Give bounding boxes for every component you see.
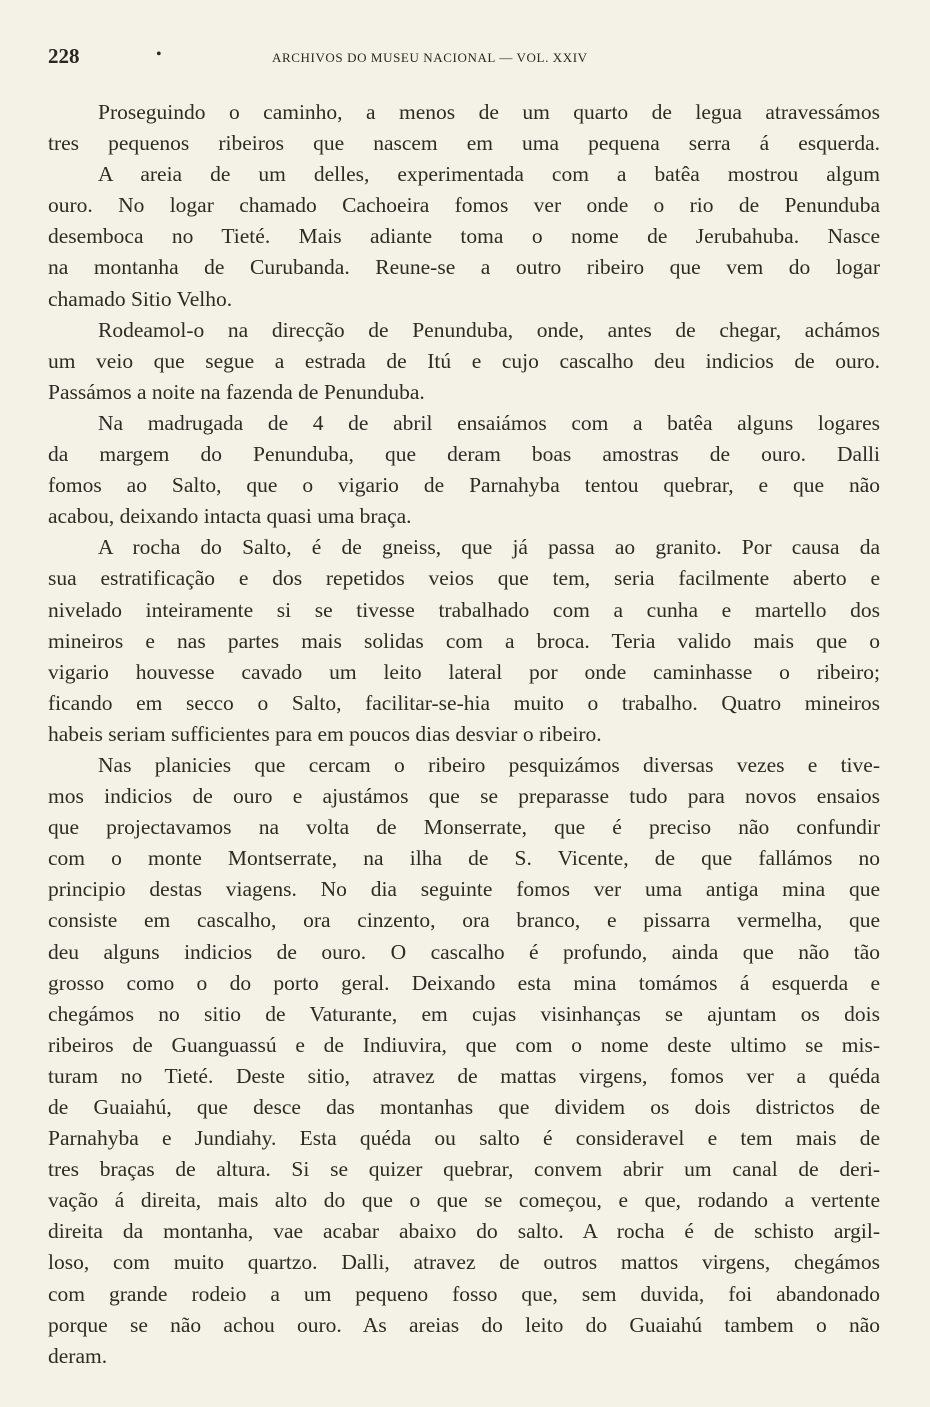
text-line: Na madrugada de 4 de abril ensaiámos com a batêa alguns logares	[98, 410, 880, 435]
text-line: deu alguns indicios de ouro. O cascalho é profundo, ainda que não tão	[48, 939, 880, 964]
text-line: na montanha de Curubanda. Reune-se a outro ribeiro que vem do logar	[48, 255, 880, 280]
text-line: loso, com muito quartzo. Dalli, atravez de outros mattos virgens, chegámos	[48, 1250, 880, 1275]
text-line: um veio que segue a estrada de Itú e cujo cascalho deu indicios de ouro.	[48, 348, 880, 373]
text-line: nivelado inteiramente si se tivesse trabalhado com a cunha e martello dos	[48, 597, 880, 622]
text-line: chamado Sitio Velho.	[48, 286, 233, 311]
text-line: vigario houvesse cavado um leito lateral por onde caminhasse o ribeiro;	[48, 659, 880, 684]
header-bullet: •	[156, 46, 162, 63]
text-line: com grande rodeio a um pequeno fosso que, sem duvida, foi abandonado	[48, 1281, 880, 1306]
text-line: Parnahyba e Jundiahy. Esta quéda ou salto é consideravel e tem mais de	[48, 1126, 880, 1151]
text-line: Rodeamol-o na direcção de Penunduba, onde, antes de chegar, achámos	[98, 317, 880, 342]
text-line: da margem do Penunduba, que deram boas amostras de ouro. Dalli	[48, 442, 880, 467]
text-line: desemboca no Tieté. Mais adiante toma o nome de Jerubahuba. Nasce	[48, 224, 880, 249]
text-line: vação á direita, mais alto do que o que se começou, e que, rodando a vertente	[48, 1188, 880, 1213]
text-line: Proseguindo o caminho, a menos de um quarto de legua atravessámos	[98, 100, 880, 124]
text-line: de Guaiahú, que desce das montanhas que dividem os dois districtos de	[48, 1095, 880, 1119]
text-line: que projectavamos na volta de Monserrate, que é preciso não confundir	[48, 815, 880, 840]
text-line: principio destas viagens. No dia seguinte fomos ver uma antiga mina que	[48, 877, 880, 902]
body-text	[48, 97, 880, 1372]
text-line: ouro. No logar chamado Cachoeira fomos ver onde o rio de Penunduba	[48, 193, 880, 218]
text-line: Nas planicies que cercam o ribeiro pesquizámos diversas vezes e tive-	[98, 752, 880, 777]
text-line: A rocha do Salto, é de gneiss, que já passa ao granito. Por causa da	[98, 535, 880, 560]
page-header	[48, 44, 882, 74]
text-line: sua estratificação e dos repetidos veios que tem, seria facilmente aberto e	[48, 566, 880, 591]
running-head: ARCHIVOS DO MUSEU NACIONAL — VOL. XXIV	[272, 50, 588, 65]
page-number: 228	[48, 44, 80, 68]
text-line: A areia de um delles, experimentada com a batêa mostrou algum	[98, 162, 880, 187]
text-line: ribeiros de Guanguassú e de Indiuvira, que com o nome deste ultimo se mis-	[48, 1032, 880, 1057]
text-line: ficando em secco o Salto, facilitar-se-hia muito o trabalho. Quatro mineiros	[48, 690, 880, 715]
text-line: mineiros e nas partes mais solidas com a broca. Teria valido mais que o	[48, 628, 880, 653]
text-line: fomos ao Salto, que o vigario de Parnahyba tentou quebrar, e que não	[48, 473, 880, 498]
text-line: porque se não achou ouro. As areias do leito do Guaiahú tambem o não	[48, 1312, 880, 1337]
text-line: Passámos a noite na fazenda de Penunduba.	[48, 379, 425, 404]
text-line: chegámos no sitio de Vaturante, em cujas visinhanças se ajuntam os dois	[48, 1001, 880, 1026]
text-line: direita da montanha, vae acabar abaixo do salto. A rocha é de schisto argil-	[48, 1219, 880, 1244]
text-line: tres braças de altura. Si se quizer quebrar, convem abrir um canal de deri-	[48, 1157, 880, 1182]
text-line: grosso como o do porto geral. Deixando esta mina tomámos á esquerda e	[48, 970, 880, 995]
text-line: turam no Tieté. Deste sitio, atravez de mattas virgens, fomos ver a quéda	[48, 1063, 880, 1088]
text-line: com o monte Montserrate, na ilha de S. Vicente, de que fallámos no	[48, 846, 880, 871]
text-line: tres pequenos ribeiros que nascem em uma pequena serra á esquerda.	[48, 131, 880, 156]
text-line: mos indicios de ouro e ajustámos que se preparasse tudo para novos ensaios	[48, 784, 880, 809]
text-line: acabou, deixando intacta quasi uma braça.	[48, 504, 412, 529]
text-line: deram.	[48, 1343, 108, 1368]
text-line: consiste em cascalho, ora cinzento, ora branco, e pissarra vermelha, que	[48, 908, 880, 933]
text-line: habeis seriam sufficientes para em poucos dias desviar o ribeiro.	[48, 721, 602, 746]
